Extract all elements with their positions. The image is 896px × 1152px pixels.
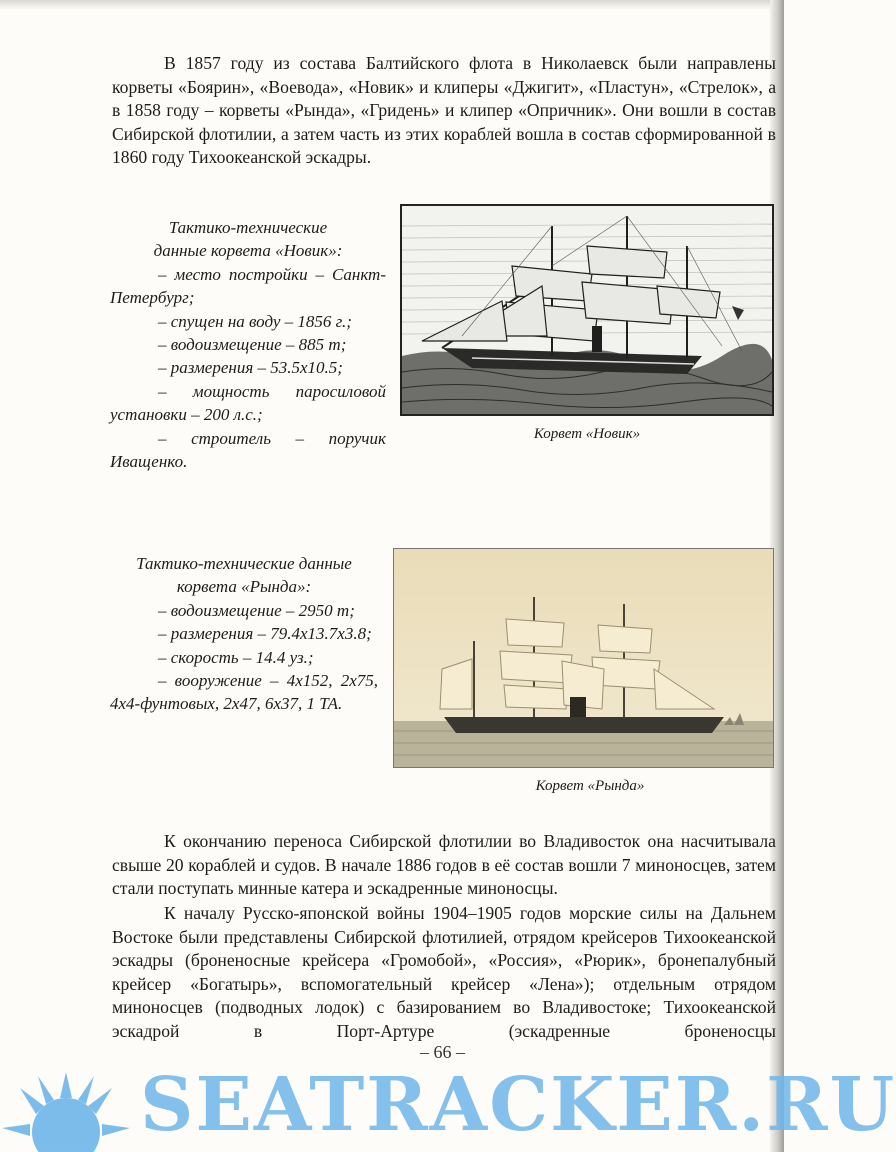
watermark-text: SEATRACKER.RU xyxy=(140,1062,896,1148)
page-number: – 66 – xyxy=(420,1042,465,1062)
novik-caption: Корвет «Новик» xyxy=(533,426,641,442)
novik-spec-heading-2: данные корвета «Новик»: xyxy=(153,241,343,261)
rynda-spec-dimensions: – размерения – 79.4х13.7х3.8; xyxy=(158,624,372,644)
novik-spec-launched: – спущен на воду – 1856 г.; xyxy=(158,311,352,331)
novik-spec-builder: – строитель – поручик Иващенко. xyxy=(110,428,386,472)
rynda-spec-armament: – вооружение – 4х152, 2х75, 4х4-фунтовых, 2х47, 6х37, 1 ТА. xyxy=(110,671,378,714)
rynda-lithograph xyxy=(393,548,774,768)
novik-spec-displacement: – водоизмещение – 885 т; xyxy=(158,335,347,355)
novik-spec-power: – мощность паросиловой установки – 200 л.с.; xyxy=(110,381,386,425)
rynda-spec-block xyxy=(110,552,378,716)
rynda-ship-drawing xyxy=(394,549,773,767)
rynda-spec-displacement: – водоизмещение – 2950 т; xyxy=(158,600,355,620)
intro-paragraph: В 1857 году из состава Балтийского флота в Николаевск были направлены корветы «Боярин», «Воевода», «Новик» и клиперы «Джигит», «Пластун», «Стрелок», а в 1858 году – корветы «Рында», «Гридень» и клипер «Опричник». Они вошли в состав Сибирской флотилии, а затем часть из этих кораблей вошла в состав сформированной в 1860 году Тихоокеанской эскадры. xyxy=(112,53,776,168)
novik-spec-block xyxy=(110,216,386,473)
rynda-spec-heading-1: Тактико-технические данные xyxy=(136,554,352,573)
novik-ship-drawing xyxy=(402,206,772,414)
novik-spec-dimensions: – размерения – 53.5х10.5; xyxy=(158,358,343,378)
rynda-caption: Корвет «Рында» xyxy=(535,778,645,794)
body-paragraph-2: К началу Русско-японской войны 1904–1905 годов морские силы на Дальнем Востоке были представлены Сибирской флотилией, отрядом крейсеров Тихоокеанской эскадры (броненосные крейсера «Громобой», «Россия», «Рюрик», бронепалубный крейсер «Богатырь», вспомогательный крейсер «Лена»); отдельным отрядом миноносцев (подводных лодок) с базированием во Владивостоке; Тихоокеанской эскадрой в Порт-Артуре (эскадренные броненосцы xyxy=(112,903,776,1041)
body-paragraph-1: К окончанию переноса Сибирской флотилии во Владивосток она насчитывала свыше 20 кораблей и судов. В начале 1886 годов в её состав вошли 7 миноносцев, затем стали поступать минные катера и эскадренные миноносцы. xyxy=(112,831,776,899)
novik-spec-place: – место постройки – Санкт-Петербург; xyxy=(110,264,386,308)
page-top-shadow xyxy=(0,0,784,10)
rynda-spec-heading-2: корвета «Рында»: xyxy=(176,577,312,597)
rynda-spec-speed: – скорость – 14.4 уз.; xyxy=(158,647,314,667)
novik-engraving xyxy=(400,204,774,416)
novik-spec-heading-1: Тактико-технические xyxy=(168,218,328,237)
